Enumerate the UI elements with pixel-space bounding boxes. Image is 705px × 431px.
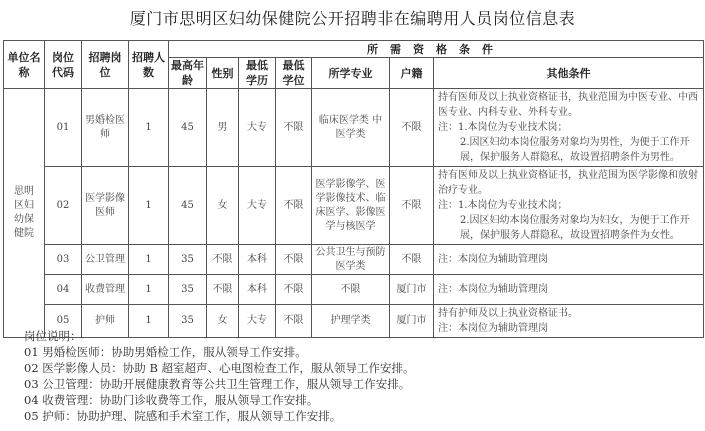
condition-line: 2.因区妇幼本岗位服务对象均为妇女，为便于工作开展，保护服务人群隐私，故设置招聘条件为女性。	[460, 215, 690, 241]
table-row	[4, 89, 704, 167]
code-cell: 04	[45, 275, 82, 305]
education-cell: 大专	[239, 167, 276, 245]
position-cell: 男婚检医师	[82, 89, 129, 167]
hukou-cell: 厦门市	[390, 275, 434, 305]
code-cell: 02	[45, 167, 82, 245]
count-cell: 1	[129, 275, 169, 305]
position-cell: 医学影像医师	[82, 167, 129, 245]
count-cell: 1	[129, 305, 169, 338]
major-cell: 护理学类	[312, 305, 390, 338]
major-cell: 公共卫生与预防医学类	[312, 245, 390, 275]
position-notes	[24, 328, 415, 424]
age-cell: 35	[169, 305, 207, 338]
header-count: 招聘人数	[129, 41, 169, 89]
table-row	[4, 167, 704, 245]
header-hukou: 户籍	[390, 58, 434, 89]
gender-cell: 男	[207, 89, 239, 167]
header-other: 其他条件	[434, 58, 704, 89]
position-cell: 收费管理	[82, 275, 129, 305]
code-cell: 03	[45, 245, 82, 275]
note-item: 02 医学影像人员：协助 B 超室超声、心电图检查工作，服从领导工作安排。	[24, 361, 415, 375]
condition-line: 注：1.本岗位为专业技术岗；	[438, 122, 568, 133]
degree-cell: 不限	[276, 89, 312, 167]
header-age: 最高年龄	[169, 58, 207, 89]
count-cell: 1	[129, 89, 169, 167]
age-cell: 45	[169, 89, 207, 167]
other-conditions-cell	[434, 305, 704, 338]
age-cell: 45	[169, 167, 207, 245]
condition-line: 注：本岗位为辅助管理岗	[438, 254, 548, 265]
other-conditions-cell	[434, 89, 704, 167]
code-cell: 01	[45, 89, 82, 167]
unit-name-cell: 思明区妇幼保健院	[4, 89, 45, 338]
degree-cell: 不限	[276, 245, 312, 275]
header-qualifications: 所需资格条件	[169, 41, 704, 58]
condition-line: 持有护师及以上执业资格证书。	[438, 308, 578, 319]
education-cell: 大专	[239, 305, 276, 338]
count-cell: 1	[129, 245, 169, 275]
table-row	[4, 275, 704, 305]
positions-table	[3, 40, 704, 338]
header-gender: 性别	[207, 58, 239, 89]
note-item: 05 护师：协助护理、院感和手术室工作，服从领导工作安排。	[24, 409, 342, 423]
major-cell: 临床医学类 中医学类	[312, 89, 390, 167]
note-item: 04 收费管理：协助门诊收费等工作，服从领导工作安排。	[24, 393, 319, 407]
degree-cell: 不限	[276, 167, 312, 245]
education-cell: 本科	[239, 275, 276, 305]
condition-line: 持有医师及以上执业资格证书，执业范围为医学影像和放射治疗专业。	[438, 170, 698, 196]
gender-cell: 不限	[207, 245, 239, 275]
degree-cell: 不限	[276, 275, 312, 305]
position-cell: 公卫管理	[82, 245, 129, 275]
major-cell: 不限	[312, 275, 390, 305]
condition-line: 注：1.本岗位为专业技术岗；	[438, 200, 568, 211]
note-item: 03 公卫管理：协助开展健康教育等公共卫生管理工作，服从领导工作安排。	[24, 377, 411, 391]
hukou-cell: 不限	[390, 245, 434, 275]
document-title: 厦门市思明区妇幼保健院公开招聘非在编聘用人员岗位信息表	[129, 9, 576, 28]
notes-heading: 岗位说明：	[24, 329, 82, 343]
age-cell: 35	[169, 245, 207, 275]
header-degree: 最低学位	[276, 58, 312, 89]
header-code: 岗位代码	[45, 41, 82, 89]
count-cell: 1	[129, 167, 169, 245]
hukou-cell: 厦门市	[390, 305, 434, 338]
position-cell: 护师	[82, 305, 129, 338]
age-cell: 35	[169, 275, 207, 305]
other-conditions-cell	[434, 245, 704, 275]
table-row	[4, 245, 704, 275]
condition-line: 注：本岗位为辅助管理岗	[438, 323, 548, 334]
condition-line: 持有医师及以上执业资格证书，执业范围为中医专业、中西医专业、内科专业、外科专业。	[438, 92, 698, 118]
condition-line: 2.因区妇幼本岗位服务对象均为男性，为便于工作开展，保护服务人群隐私，故设置招聘条件为男性。	[460, 137, 690, 163]
header-unit: 单位名称	[4, 41, 45, 89]
gender-cell: 不限	[207, 275, 239, 305]
gender-cell: 女	[207, 305, 239, 338]
hukou-cell: 不限	[390, 167, 434, 245]
other-conditions-cell	[434, 167, 704, 245]
other-conditions-cell	[434, 275, 704, 305]
major-cell: 医学影像学、医学影像技术、临床医学、影像医学与核医学	[312, 167, 390, 245]
header-education: 最低学历	[239, 58, 276, 89]
code-cell: 05	[45, 305, 82, 338]
note-item: 01 男婚检医师：协助男婚检工作，服从领导工作安排。	[24, 345, 307, 359]
gender-cell: 女	[207, 167, 239, 245]
education-cell: 本科	[239, 245, 276, 275]
condition-line: 注：本岗位为辅助管理岗	[438, 284, 548, 295]
degree-cell: 不限	[276, 305, 312, 338]
hukou-cell: 不限	[390, 89, 434, 167]
header-position: 招聘岗位	[82, 41, 129, 89]
education-cell: 大专	[239, 89, 276, 167]
header-major: 所学专业	[312, 58, 390, 89]
